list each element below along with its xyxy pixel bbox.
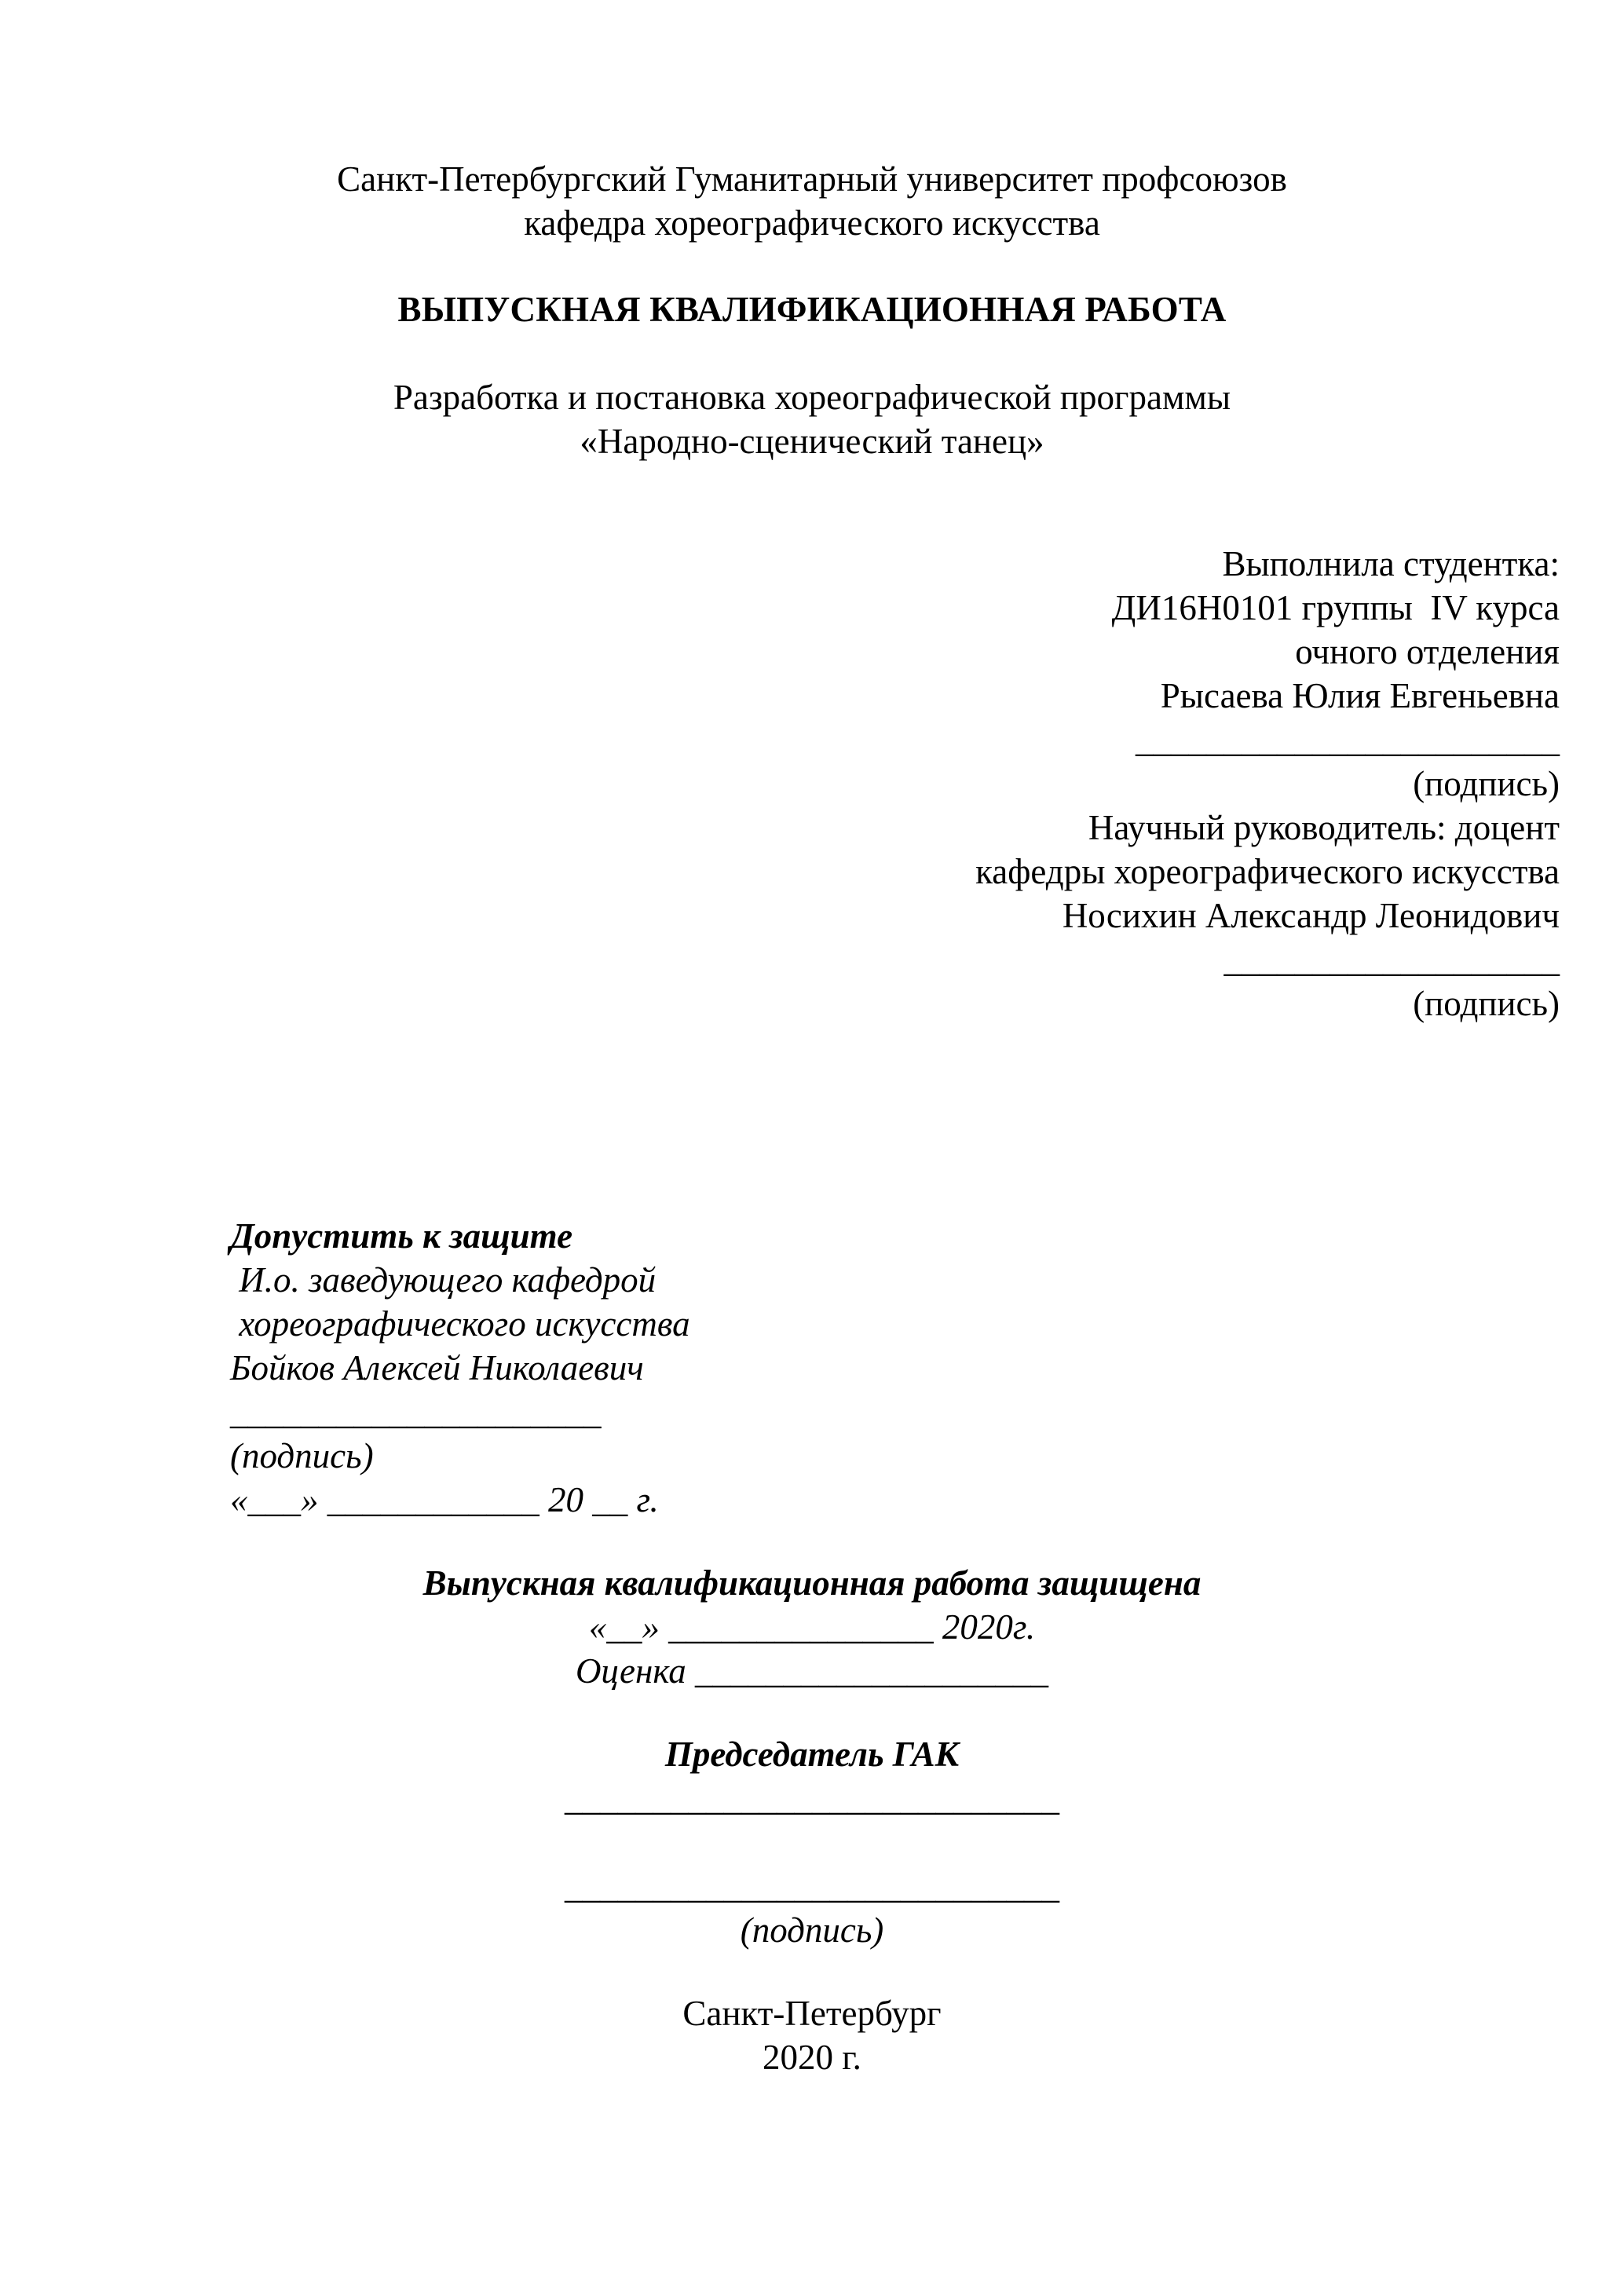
admission-heading: Допустить к защите [230,1216,573,1256]
admission-date-line: «___» ____________ 20 __ г. [230,1480,659,1519]
chairman-signature-label: (подпись) [740,1910,884,1950]
department-name: кафедра хореографического искусства [524,203,1100,243]
student-label: Выполнила студентка: [1222,544,1560,583]
admission-position-2: хореографического искусства [230,1304,690,1344]
student-name: Рысаева Юлия Евгеньевна [1160,676,1560,715]
chairman-heading: Председатель ГАК [664,1735,960,1774]
student-signature-line: ________________________ [1136,720,1560,759]
footer-year: 2020 г. [763,2038,861,2077]
admission-name: Бойков Алексей Николаевич [230,1348,644,1387]
supervisor-signature-label: (подпись) [1413,984,1560,1023]
topic-line-2: «Народно-сценический танец» [580,422,1044,461]
defense-date-line: «__» _______________ 2020г. [588,1607,1036,1647]
student-signature-label: (подпись) [1413,764,1560,803]
admission-signature-label: (подпись) [230,1436,374,1475]
admission-position-1: И.о. заведующего кафедрой [230,1260,657,1300]
chairman-line-1: ____________________________ [565,1779,1059,1818]
student-department: очного отделения [1295,632,1560,671]
defense-heading: Выпускная квалификационная работа защищена [422,1563,1202,1603]
chairman-line-2: ____________________________ [565,1866,1059,1906]
footer-city: Санкт-Петербург [682,1994,942,2033]
supervisor-signature-line: ___________________ [1223,940,1560,979]
topic-line-1: Разработка и постановка хореографической программы [393,378,1231,417]
admission-signature-line: _____________________ [230,1392,602,1431]
supervisor-name: Носихин Александр Леонидович [1062,896,1560,935]
supervisor-department: кафедры хореографического искусства [975,852,1560,891]
defense-grade-line: Оценка ____________________ [575,1651,1049,1691]
supervisor-label: Научный руководитель: доцент [1088,808,1560,847]
student-group: ДИ16Н0101 группы IV курса [1111,588,1560,627]
university-name: Санкт-Петербургский Гуманитарный университет профсоюзов [337,159,1287,199]
work-type-title: ВЫПУСКНАЯ КВАЛИФИКАЦИОННАЯ РАБОТА [397,290,1227,329]
